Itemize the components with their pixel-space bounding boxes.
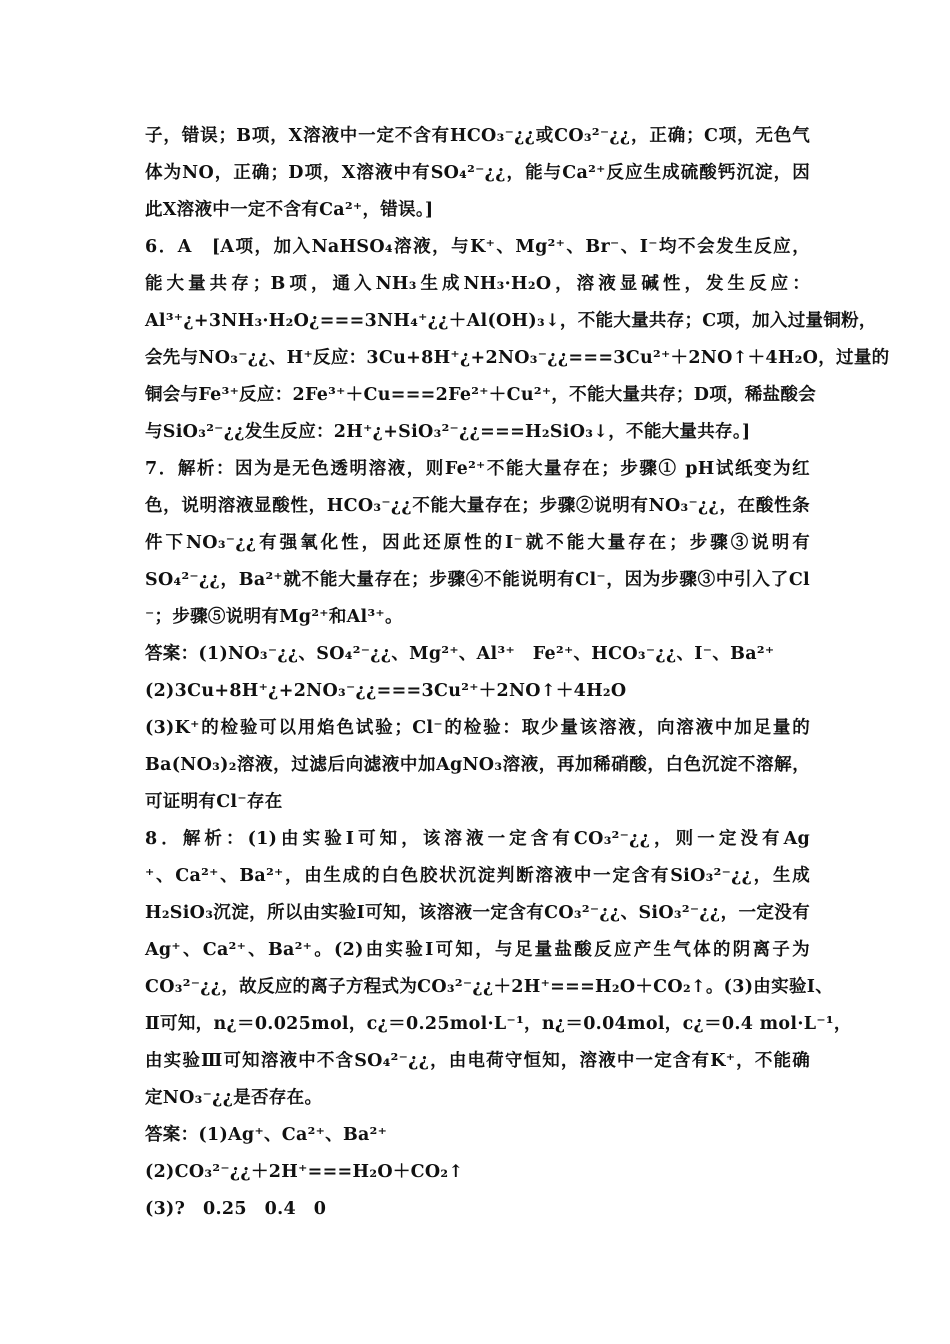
question-6-line: 6．A [A项，加入NaHSO₄溶液，与K⁺、Mg²⁺、Br⁻、I⁻均不会发生反应，: [145, 237, 810, 257]
text-line: 与SiO₃²⁻¿¿发生反应：2H⁺¿+SiO₃²⁻¿¿===H₂SiO₃↓，不能大量共存。]: [145, 422, 751, 442]
text-line: ⁻；步骤⑤说明有Mg²⁺和Al³⁺。: [145, 607, 403, 627]
text-line: ⁺、Ca²⁺、Ba²⁺，由生成的白色胶状沉淀判断溶液中一定含有SiO₃²⁻¿¿，生成: [145, 866, 810, 886]
text-line: CO₃²⁻¿¿，故反应的离子方程式为CO₃²⁻¿¿＋2H⁺===H₂O＋CO₂↑。(3)由实验Ⅰ、: [145, 977, 833, 997]
answer-line: (2)CO₃²⁻¿¿＋2H⁺===H₂O＋CO₂↑: [145, 1162, 464, 1182]
text-line: 体为NO，正确；D项，X溶液中有SO₄²⁻¿¿，能与Ca²⁺反应生成硫酸钙沉淀，因: [145, 163, 810, 183]
answer-line: 答案：(1)Ag⁺、Ca²⁺、Ba²⁺: [145, 1125, 388, 1145]
question-7-line: 7．解析：因为是无色透明溶液，则Fe²⁺不能大量存在；步骤① pH试纸变为红: [145, 459, 810, 479]
question-8-line: 8．解析：(1)由实验Ⅰ可知，该溶液一定含有CO₃²⁻¿¿，则一定没有Ag: [145, 829, 810, 849]
text-line: 定NO₃⁻¿¿是否存在。: [145, 1088, 323, 1108]
text-line: 会先与NO₃⁻¿¿、H⁺反应：3Cu+8H⁺¿+2NO₃⁻¿¿===3Cu²⁺＋2NO↑＋4H₂O，过量的: [145, 348, 890, 368]
text-line: 由实验Ⅲ可知溶液中不含SO₄²⁻¿¿，由电荷守恒知，溶液中一定含有K⁺，不能确: [145, 1051, 810, 1071]
text-line: 能大量共存；B项，通入NH₃生成NH₃·H₂O，溶液显碱性，发生反应：: [145, 274, 810, 294]
answer-text-block: [145, 118, 890, 1228]
text-line: 件下NO₃⁻¿¿有强氧化性，因此还原性的I⁻就不能大量存在；步骤③说明有: [145, 533, 810, 553]
text-line: SO₄²⁻¿¿，Ba²⁺就不能大量存在；步骤④不能说明有Cl⁻，因为步骤③中引入了Cl: [145, 570, 810, 590]
text-line: 子，错误；B项，X溶液中一定不含有HCO₃⁻¿¿或CO₃²⁻¿¿，正确；C项，无色气: [145, 126, 810, 146]
text-line: Al³⁺¿+3NH₃·H₂O¿===3NH₄⁺¿¿＋Al(OH)₃↓，不能大量共存；C项，加入过量铜粉，: [145, 311, 877, 331]
answer-line: 答案：(1)NO₃⁻¿¿、SO₄²⁻¿¿、Mg²⁺、Al³⁺ Fe²⁺、HCO₃⁻¿¿、I⁻、Ba²⁺: [145, 644, 775, 664]
text-line: H₂SiO₃沉淀，所以由实验Ⅰ可知，该溶液一定含有CO₃²⁻¿¿、SiO₃²⁻¿¿，一定没有: [145, 903, 810, 923]
text-line: 色，说明溶液显酸性，HCO₃⁻¿¿不能大量存在；步骤②说明有NO₃⁻¿¿，在酸性条: [145, 496, 810, 516]
answer-line: (2)3Cu+8H⁺¿+2NO₃⁻¿¿===3Cu²⁺＋2NO↑＋4H₂O: [145, 681, 627, 701]
text-line: 铜会与Fe³⁺反应：2Fe³⁺＋Cu===2Fe²⁺＋Cu²⁺，不能大量共存；D项，稀盐酸会: [145, 385, 817, 405]
answer-line: 可证明有Cl⁻存在: [145, 792, 283, 812]
answer-line: (3)? 0.25 0.4 0: [145, 1199, 327, 1219]
text-line: Ⅱ可知，n¿＝0.025mol，c¿＝0.25mol·L⁻¹，n¿＝0.04mol，c¿＝0.4 mol·L⁻¹，: [145, 1014, 852, 1034]
text-line: Ag⁺、Ca²⁺、Ba²⁺。(2)由实验Ⅰ可知，与足量盐酸反应产生气体的阴离子为: [145, 940, 810, 960]
answer-line: Ba(NO₃)₂溶液，过滤后向滤液中加AgNO₃溶液，再加稀硝酸，白色沉淀不溶解，: [145, 755, 810, 775]
answer-line: (3)K⁺的检验可以用焰色试验；Cl⁻的检验：取少量该溶液，向溶液中加足量的: [145, 718, 810, 738]
text-line: 此X溶液中一定不含有Ca²⁺，错误。]: [145, 200, 434, 220]
